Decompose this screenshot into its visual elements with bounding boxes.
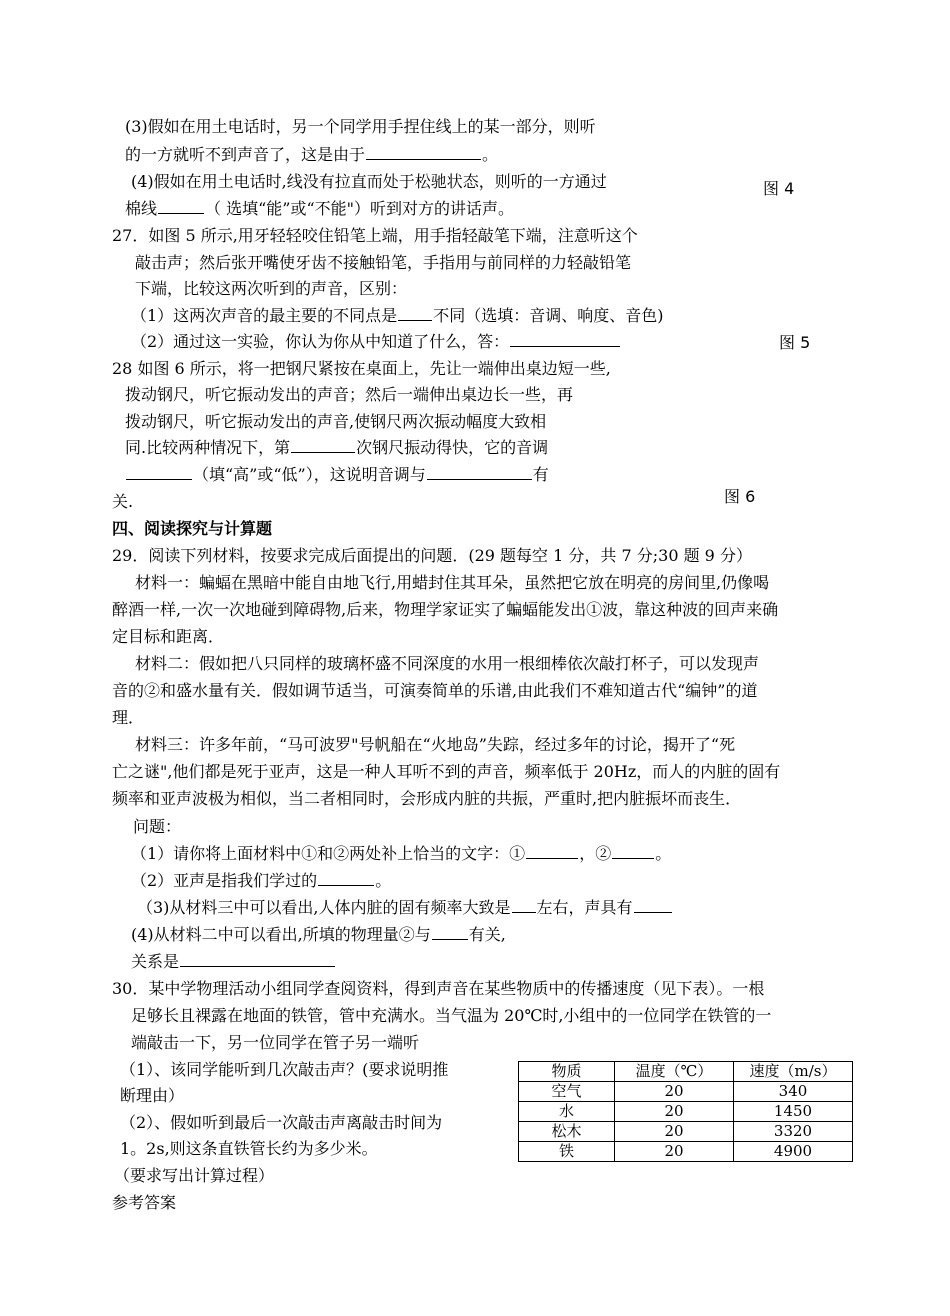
q30-sub1-line1: （1）、该同学能听到几次敲击声？(要求说明推 [120,1060,449,1079]
q30-line2: 足够长且裸露在地面的铁管，管中充满水。当气温为 20℃时,小组中的一位同学在铁管的一 [131,1006,772,1025]
q28-line4: 同.比较两种情况下，第 次钢尺振动得快，它的音调 [125,438,549,457]
q29-material2-line2: 音的②和盛水量有关．假如调节适当，可演奏简单的乐谱,由此我们不难知道古代“编钟”的道 [112,681,758,700]
q30-sub3: （要求写出计算过程） [114,1166,275,1185]
q30-line1: 30．某中学物理活动小组同学查阅资料，得到声音在某些物质中的传播速度（见下表）。一根 [112,979,765,998]
q29-material2-line1: 材料二：假如把八只同样的玻璃杯盛不同深度的水用一根细棒依次敲打杯子，可以发现声 [135,654,760,673]
q29-material2-line3: 理． [112,708,145,727]
table-cell: 20 [615,1102,734,1122]
answer-blank[interactable] [158,197,204,214]
table-cell: 3320 [734,1122,853,1142]
answer-blank[interactable] [634,896,672,913]
answer-blank[interactable] [126,463,192,480]
q28-line2: 拨动钢尺，听它振动发出的声音；然后一端伸出桌边长一些，再 [125,385,574,404]
table-cell: 空气 [519,1082,615,1102]
table-cell: 4900 [734,1142,853,1162]
q29-material1-line1: 材料一：蝙蝠在黑暗中能自由地飞行,用蜡封住其耳朵，虽然把它放在明亮的房间里,仍像喝 [135,573,770,592]
q29-material1-line3: 定目标和距离． [112,627,225,646]
table-cell: 340 [734,1082,853,1102]
q29-part2: （2）亚声是指我们学过的 。 [131,871,392,890]
answer-blank[interactable] [291,436,355,453]
table-row [519,1122,853,1142]
q30-sub2-line2: 1。2s,则这条直铁管长约为多少米。 [120,1139,378,1158]
section-title: 四、阅读探究与计算题 [112,519,273,538]
q27-line5: （2）通过这一实验，你认为你从中知道了什么，答： [131,330,621,354]
q28-line3: 拨动钢尺，听它振动发出的声音,使钢尺两次振动幅度大致相 [125,412,547,431]
sound-speed-table [518,1061,853,1162]
answer-blank[interactable] [526,842,578,859]
answer-blank[interactable] [510,330,620,347]
q28-line6: 关. [112,492,134,511]
q26-line2: 的一方就听不到声音了，这是由于 。 [125,145,499,164]
table-cell: 水 [519,1102,615,1122]
table-cell: 铁 [519,1142,615,1162]
figure-4-label: 图 4 [763,179,795,198]
q29-part5: 关系是 [131,950,336,974]
q29-material1-line2: 醉酒一样,一次一次地碰到障碍物,后来，物理学家证实了蝙蝠能发出①波，靠这种波的回声来确 [112,600,779,619]
q28-line1: 28 如图 6 所示，将一把钢尺紧按在桌面上，先让一端伸出桌边短一些, [112,359,611,378]
q27-line2: 敲击声；然后张开嘴使牙齿不接触铅笔，手指用与前同样的力轻敲铅笔 [135,253,632,272]
q27-line4: （1）这两次声音的最主要的不同点是 不同（选填：音调、响度、音色) [131,306,664,325]
q30-sub1-line2: 断理由） [120,1086,185,1105]
table-cell: 20 [615,1082,734,1102]
q26-line4: 棉线 （ 选填“能”或“不能"）听到对方的讲话声。 [125,199,515,218]
q28-line5: （填“高”或“低”），这说明音调与 有 [125,463,549,487]
answer-blank[interactable] [512,896,536,913]
answer-blank[interactable] [398,304,432,321]
table-header-cell: 物质 [519,1062,615,1082]
answer-blank[interactable] [366,143,481,160]
table-header-row [519,1062,853,1082]
answer-blank[interactable] [432,923,468,940]
table-header-cell: 速度（m/s） [734,1062,853,1082]
q26-line1: (3)假如在用土电话时，另一个同学用手捏住线上的某一部分，则听 [125,117,596,136]
q30-sub2-line1: （2）、假如听到最后一次敲击声离敲击时间为 [120,1113,443,1132]
q30-line3: 端敲击一下，另一位同学在管子另一端听 [131,1033,420,1052]
answer-blank[interactable] [427,463,532,480]
q29-questions-label: 问题： [133,817,182,836]
q26-line3: (4)假如在用土电话时,线没有拉直而处于松驰状态，则听的一方通过 [131,172,607,191]
q29-part1: （1）请你将上面材料中①和②两处补上恰当的文字：① ，② 。 [131,844,672,863]
q29-material3-line3: 频率和亚声波极为相似，当二者相同时，会形成内脏的共振，严重时,把内脏振坏而丧生． [112,789,742,808]
q27-line3: 下端，比较这两次听到的声音，区别： [135,279,408,298]
answer-blank[interactable] [180,950,335,967]
table-header-cell: 温度（℃） [615,1062,734,1082]
q29-intro: 29．阅读下列材料，按要求完成后面提出的问题．(29 题每空 1 分，共 7 分;30 题 9 分） [112,546,752,565]
table-cell: 1450 [734,1102,853,1122]
table-cell: 20 [615,1142,734,1162]
q29-part3: （3)从材料三中可以看出,人体内脏的固有频率大致是 左右，声具有 [137,896,673,920]
q27-line1: 27．如图 5 所示,用牙轻轻咬住铅笔上端，用手指轻敲笔下端，注意听这个 [112,226,638,245]
q29-material3-line2: 亡之谜",他们都是死于亚声，这是一种人耳听不到的声音，频率低于 20Hz，而人的内脏的固有 [112,762,781,781]
table-row [519,1102,853,1122]
table-cell: 20 [615,1122,734,1142]
table-row [519,1082,853,1102]
figure-6-label: 图 6 [724,487,756,506]
table-cell: 松木 [519,1122,615,1142]
figure-5-label: 图 5 [779,333,811,352]
table-row [519,1142,853,1162]
answer-key-title: 参考答案 [112,1193,177,1212]
q29-material3-line1: 材料三：许多年前，“马可波罗"号帆船在“火地岛”失踪，经过多年的讨论，揭开了“死 [135,735,736,754]
answer-blank[interactable] [318,869,374,886]
answer-blank[interactable] [612,842,654,859]
q29-part4: (4)从材料二中可以看出,所填的物理量②与 有关, [131,925,506,944]
